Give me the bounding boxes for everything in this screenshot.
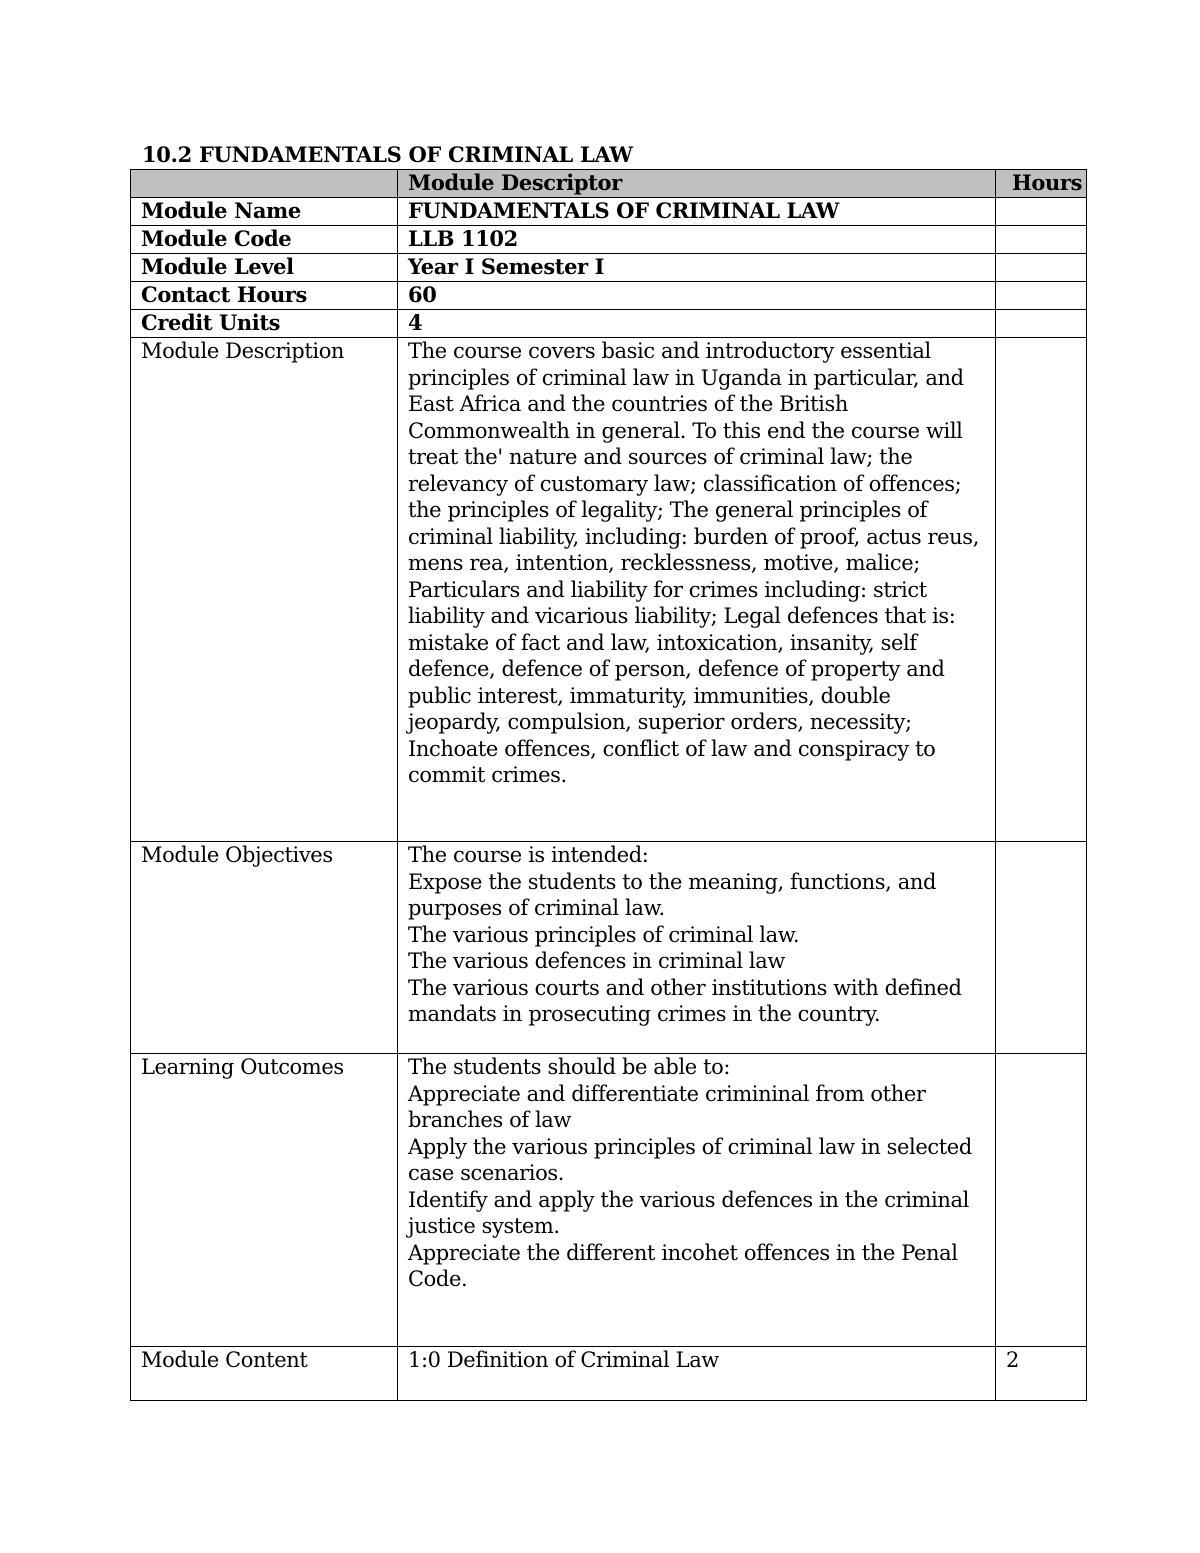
- table-header-row: [131, 170, 1087, 198]
- row-label: Credit Units: [131, 310, 398, 338]
- row-label: Module Objectives: [131, 842, 398, 1054]
- row-label: Contact Hours: [131, 282, 398, 310]
- row-hours: [996, 842, 1087, 1054]
- objective-line: The various courts and other institutions with defined mandats in prosecuting crimes in the country.: [408, 975, 962, 1026]
- module-objectives-list: [398, 842, 996, 1054]
- learning-outcomes-list: [398, 1054, 996, 1347]
- table-row-module-objectives: [131, 842, 1087, 1054]
- outcome-line: Appreciate and differentiate crimininal from other branches of law: [408, 1081, 926, 1132]
- row-hours: [996, 1054, 1087, 1347]
- outcome-line: Apply the various principles of criminal law in selected case scenarios.: [408, 1134, 972, 1185]
- row-label: Module Description: [131, 338, 398, 842]
- objective-line: The course is intended:: [408, 843, 649, 867]
- objective-line: The various principles of criminal law.: [408, 922, 800, 947]
- table-row-module-name: [131, 198, 1087, 226]
- page-title: 10.2 FUNDAMENTALS OF CRIMINAL LAW: [142, 142, 633, 167]
- objective-line: The various defences in criminal law: [408, 949, 785, 973]
- table-row-learning-outcomes: [131, 1054, 1087, 1347]
- row-value: 60: [398, 282, 996, 310]
- row-label: Module Name: [131, 198, 398, 226]
- row-hours: [996, 282, 1087, 310]
- row-hours: [996, 254, 1087, 282]
- table-row-module-description: [131, 338, 1087, 842]
- row-hours: 2: [996, 1347, 1087, 1401]
- row-hours: [996, 338, 1087, 842]
- outcome-line: Appreciate the different incohet offences in the Penal Code.: [408, 1240, 958, 1291]
- row-value: FUNDAMENTALS OF CRIMINAL LAW: [398, 198, 996, 226]
- row-hours: [996, 226, 1087, 254]
- table-row-module-code: [131, 226, 1087, 254]
- row-value: Year I Semester I: [398, 254, 996, 282]
- outcome-line: The students should be able to:: [408, 1055, 731, 1079]
- module-descriptor-table: [130, 169, 1087, 1401]
- row-hours: [996, 198, 1087, 226]
- table-row-contact-hours: [131, 282, 1087, 310]
- outcome-line: Identify and apply the various defences in the criminal justice system.: [408, 1187, 969, 1238]
- table-row-module-level: [131, 254, 1087, 282]
- header-cell-hours: Hours: [996, 170, 1087, 198]
- table-row-credit-units: [131, 310, 1087, 338]
- module-description-text: The course covers basic and introductory essential principles of criminal law in Uganda in particular, and East Africa and the countries of the British Commonwealth in general. To this end the course will treat the' nature and sources of criminal law; the relevancy of customary law; classification of offences; the principles of legality; The general principles of criminal liability, including: burden of proof, actus reus, mens rea, intention, recklessness, motive, malice; Particulars and liability for crimes including: strict liability and vicarious liability; Legal defences that is: mistake of fact and law, intoxication, insanity, self defence, defence of person, defence of property and public interest, immaturity, immunities, double jeopardy, compulsion, superior orders, necessity; Inchoate offences, conflict of law and conspiracy to commit crimes.: [398, 338, 996, 842]
- row-label: Module Content: [131, 1347, 398, 1401]
- header-cell-module-descriptor: Module Descriptor: [398, 170, 996, 198]
- row-value: 4: [398, 310, 996, 338]
- objective-line: Expose the students to the meaning, functions, and purposes of criminal law.: [408, 869, 936, 920]
- table-row-module-content: [131, 1347, 1087, 1401]
- row-label: Module Level: [131, 254, 398, 282]
- row-hours: [996, 310, 1087, 338]
- row-label: Learning Outcomes: [131, 1054, 398, 1347]
- module-content-item: 1:0 Definition of Criminal Law: [398, 1347, 996, 1401]
- header-cell-blank: [131, 170, 398, 198]
- row-value: LLB 1102: [398, 226, 996, 254]
- row-label: Module Code: [131, 226, 398, 254]
